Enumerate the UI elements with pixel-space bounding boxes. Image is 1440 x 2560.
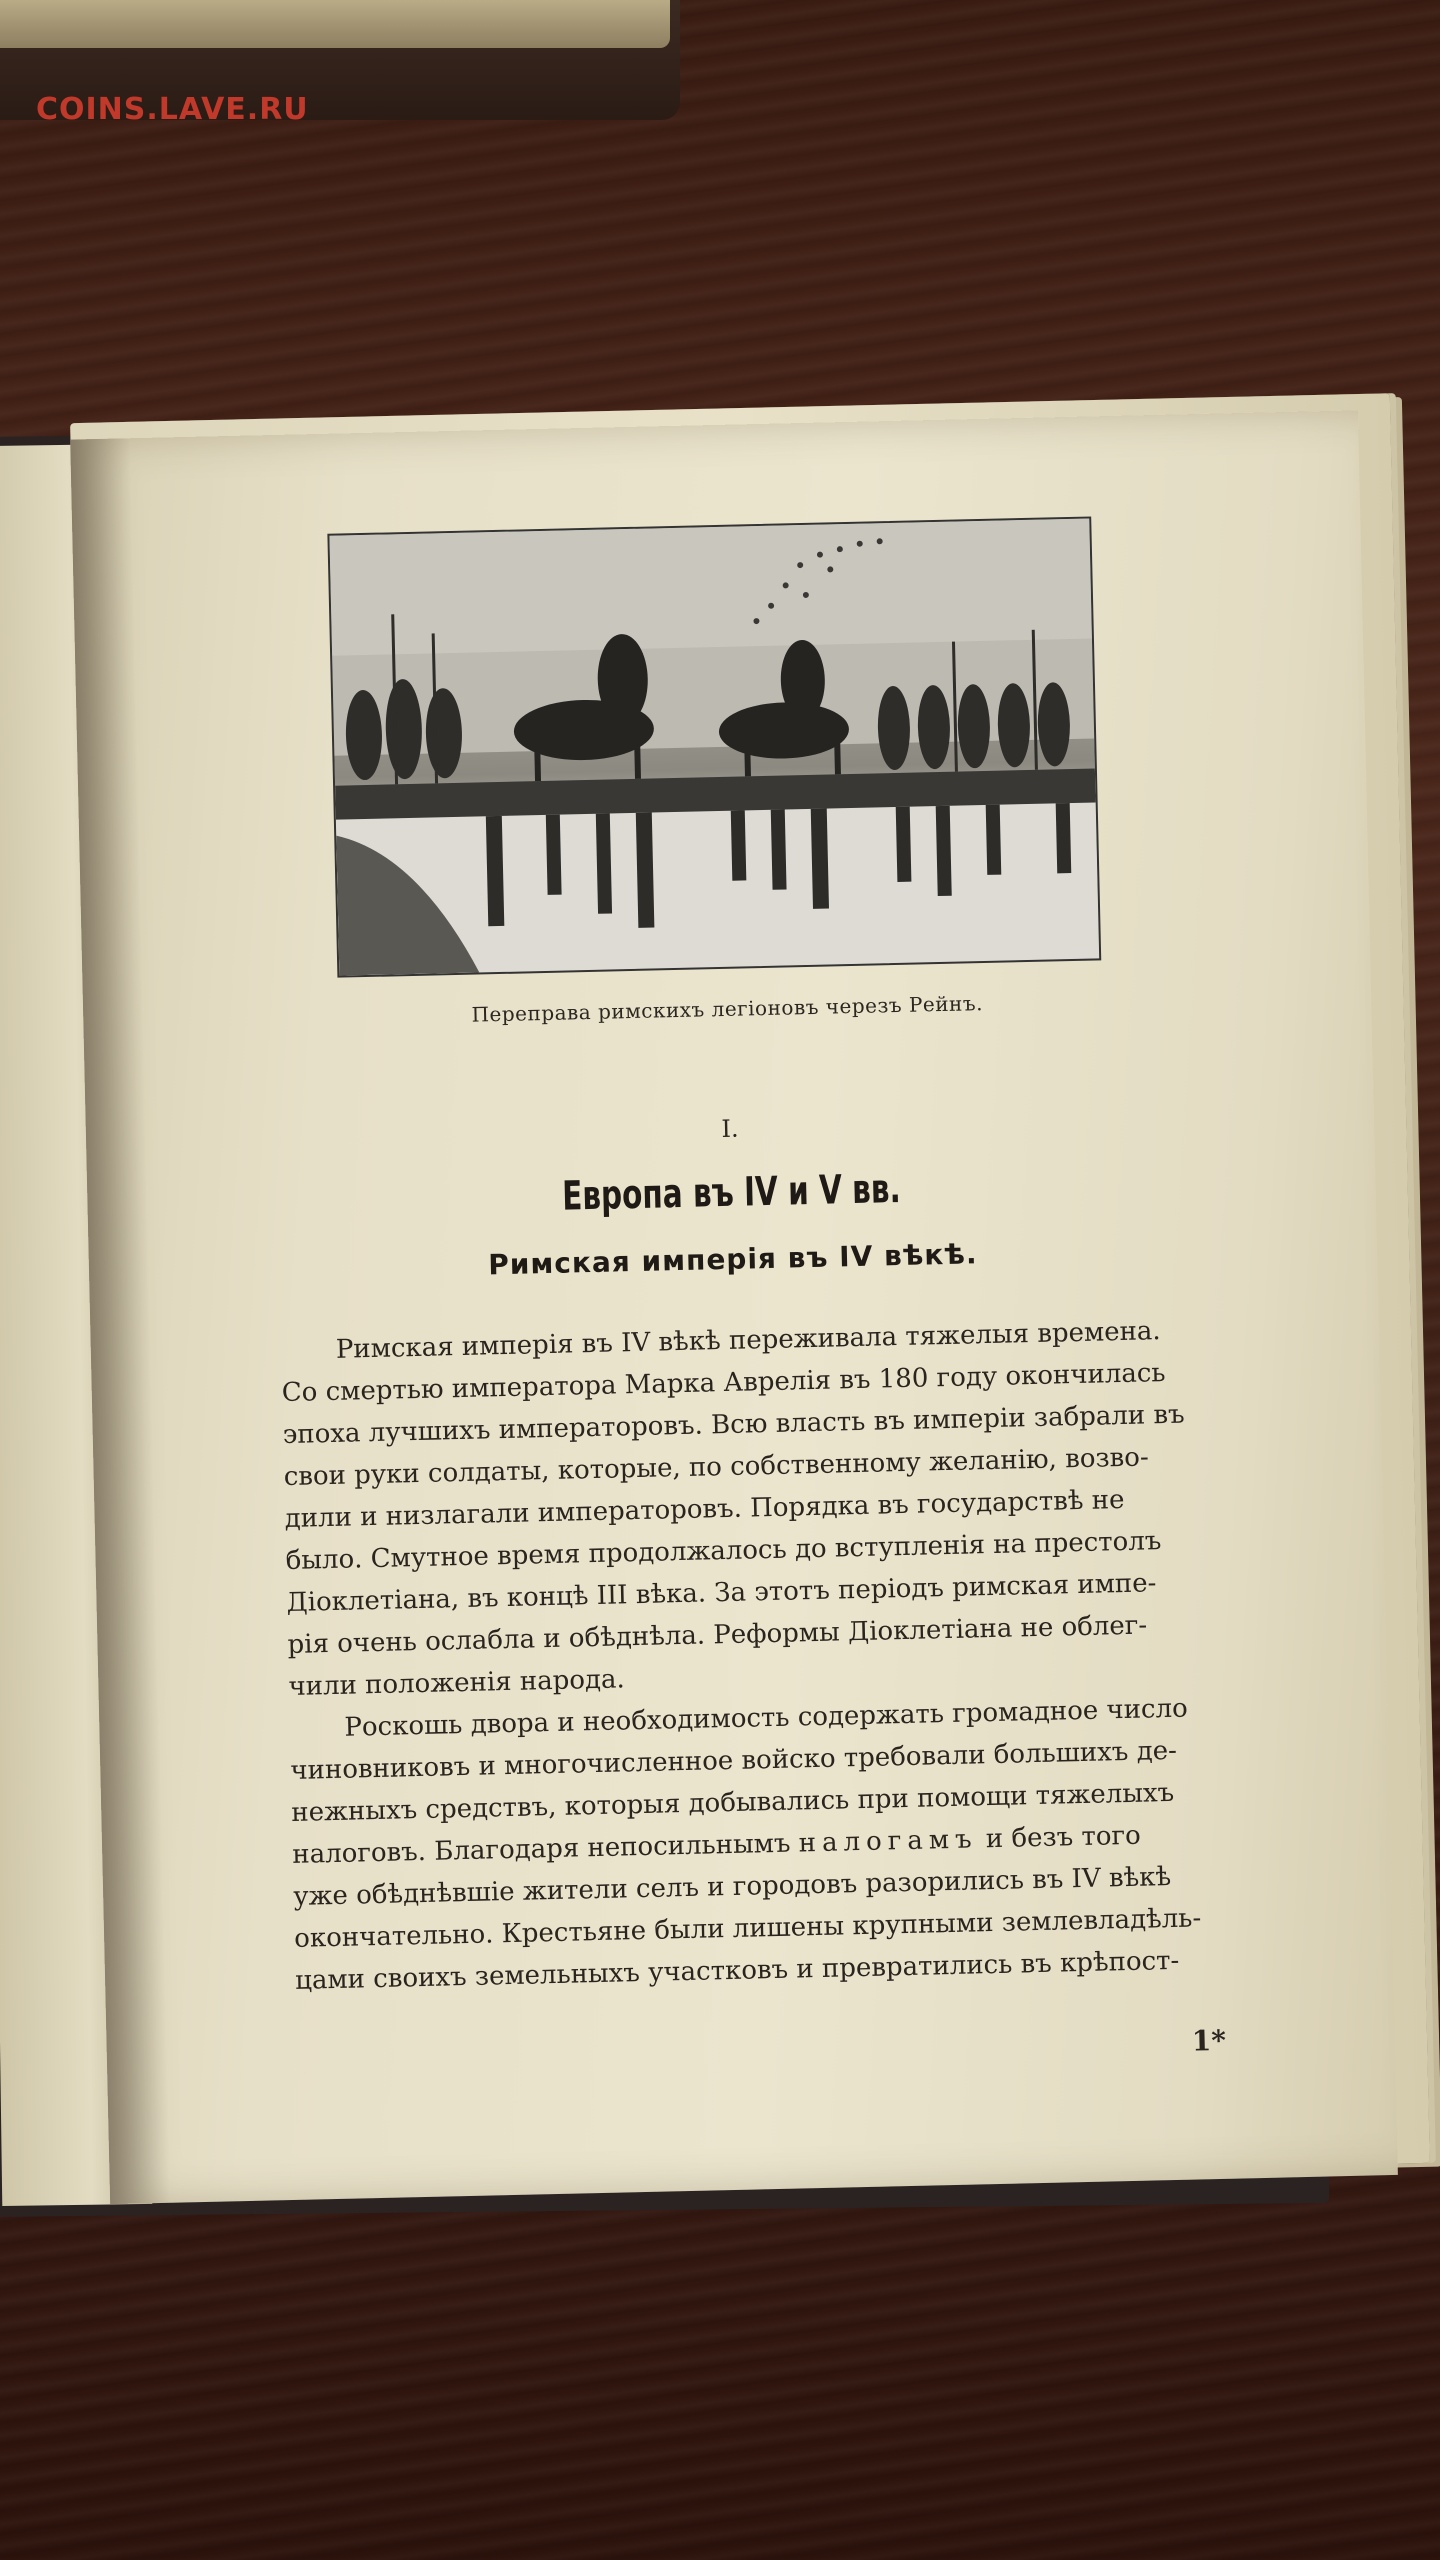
text-line: окончательно. Крестьяне были лишены крупными землевладѣль- xyxy=(293,1903,1202,1954)
illustration-caption: Переправа римскихъ легіоновъ черезъ Рейнъ. xyxy=(471,991,984,1027)
text-line: рія очень ослабла и обѣднѣла. Реформы Діоклетіана не облег- xyxy=(287,1610,1148,1660)
page-number: 1* xyxy=(1191,2023,1227,2058)
body-text xyxy=(280,1308,1255,2002)
text-line: Роскошь двора и необходимость содержать громадное число xyxy=(344,1693,1189,1743)
text-line: цами своихъ земельныхъ участковъ и превратились въ крѣпост- xyxy=(294,1945,1180,1996)
text-line: Діоклетіана, въ концѣ III вѣка. За этотъ періодъ римская импе- xyxy=(286,1568,1157,1618)
background-book-pages xyxy=(0,0,670,48)
watermark: COINS.LAVE.RU xyxy=(36,92,309,127)
section-subtitle: Римская имперія въ IV вѣкѣ. xyxy=(487,1237,978,1282)
text-line: Римская имперія въ IV вѣкѣ переживала тяжелыя времена. xyxy=(335,1316,1161,1365)
text-fragment: налоговъ. Благодаря непосильнымъ xyxy=(291,1828,791,1870)
text-line: эпоха лучшихъ императоровъ. Всю власть въ имперіи забрали въ xyxy=(282,1399,1185,1451)
engraving-drawing xyxy=(329,519,1099,976)
chapter-title: Европа въ IV и V вв. xyxy=(561,1165,902,1220)
book-page xyxy=(70,410,1398,2204)
engraving-illustration xyxy=(327,516,1101,977)
text-line: уже обѣднѣвшіе жители селъ и городовъ разорились въ IV вѣкѣ xyxy=(292,1862,1172,1912)
text-line: нежныхъ средствъ, которыя добывались при помощи тяжелыхъ xyxy=(291,1777,1175,1828)
text-fragment: и безъ того xyxy=(985,1820,1142,1855)
text-line: дили и низлагали императоровъ. Порядка въ государствѣ не xyxy=(284,1484,1125,1535)
text-line: свои руки солдаты, которые, по собственному желанію, возво- xyxy=(283,1442,1150,1493)
spaced-word: налогамъ xyxy=(798,1824,978,1859)
text-line: чиновниковъ и многочисленное войско требовали большихъ де- xyxy=(290,1735,1178,1786)
text-line: было. Смутное время продолжалось до вступленія на престолъ xyxy=(285,1526,1162,1577)
chapter-number: I. xyxy=(721,1114,739,1144)
text-line: чили положенія народа. xyxy=(288,1664,626,1702)
text-line: Со смертью императора Марка Аврелія въ 180 году окончилась xyxy=(281,1358,1166,1409)
